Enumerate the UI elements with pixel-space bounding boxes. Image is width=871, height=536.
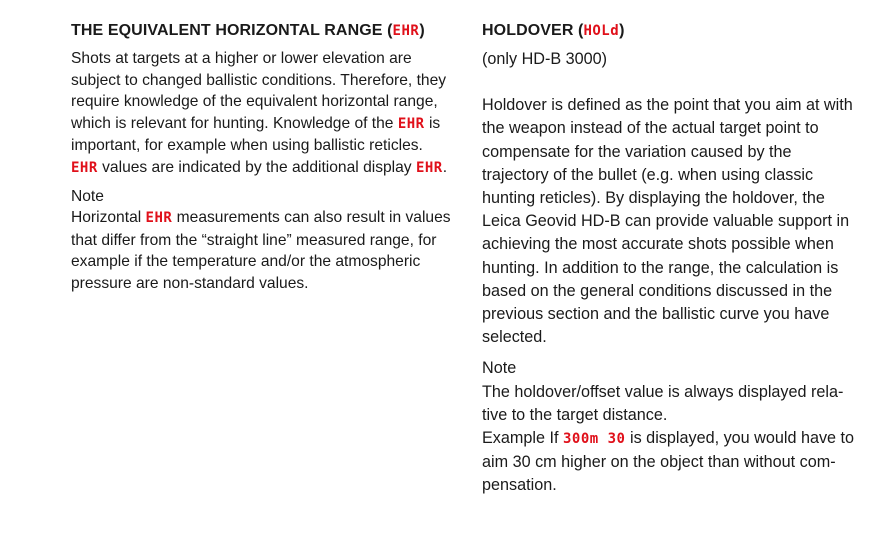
holdover-note-text: The holdover/offset value is always displayed rela-tive to the target distance.	[482, 382, 844, 424]
ehr-note-text: Horizontal EHR measurements can also result in values that differ from the “straight line” measured range, for example if the temperature and/or the atmospheric pressure are non-standard values.	[71, 209, 451, 292]
holdover-example-text: Example If 300m 30 is displayed, you would have to aim 30 cm higher on the object than without com-pensation.	[482, 429, 855, 495]
holdover-note-title: Note	[482, 359, 517, 378]
ehr-paragraph: Shots at targets at a higher or lower elevation are subject to changed ballistic conditions. Therefore, they require knowledge of the equivalent horizontal range, which is relevant for hunting. Knowledge of the EHR is important, for example when using ballistic reticles. EHR values are indicated by the additional display EHR.	[71, 50, 448, 176]
holdover-section	[482, 20, 862, 498]
ehr-display-code: EHR	[415, 159, 443, 176]
ehr-heading: THE EQUIVALENT HORIZONTAL RANGE (EHR)	[71, 22, 425, 39]
holdover-paragraph: Holdover is defined as the point that you aim at with the weapon instead of the actual target point to compensate for the variation caused by the trajectory of the bullet (e.g. when using classic hunting reticles). By displaying the holdover, the Leica Geovid HD-B can provide valuable support in achieving the most accurate shots possible when hunting. In addition to the range, the calculation is based on the general conditions discussed in the previous section and the ballistic curve you have selected.	[482, 96, 853, 347]
holdover-display-code: 300m 30	[562, 431, 626, 448]
holdover-subtitle: (only HD-B 3000)	[482, 50, 608, 68]
hold-display-code: HOLd	[583, 23, 620, 39]
holdover-heading: HOLDOVER (HOLd)	[482, 22, 625, 39]
ehr-display-code: EHR	[71, 159, 98, 176]
ehr-display-code: EHR	[145, 210, 173, 227]
ehr-section	[71, 20, 453, 295]
ehr-note-title: Note	[71, 187, 104, 205]
ehr-display-code: EHR	[397, 115, 425, 132]
ehr-display-code: EHR	[392, 23, 420, 39]
spacer	[482, 71, 862, 94]
